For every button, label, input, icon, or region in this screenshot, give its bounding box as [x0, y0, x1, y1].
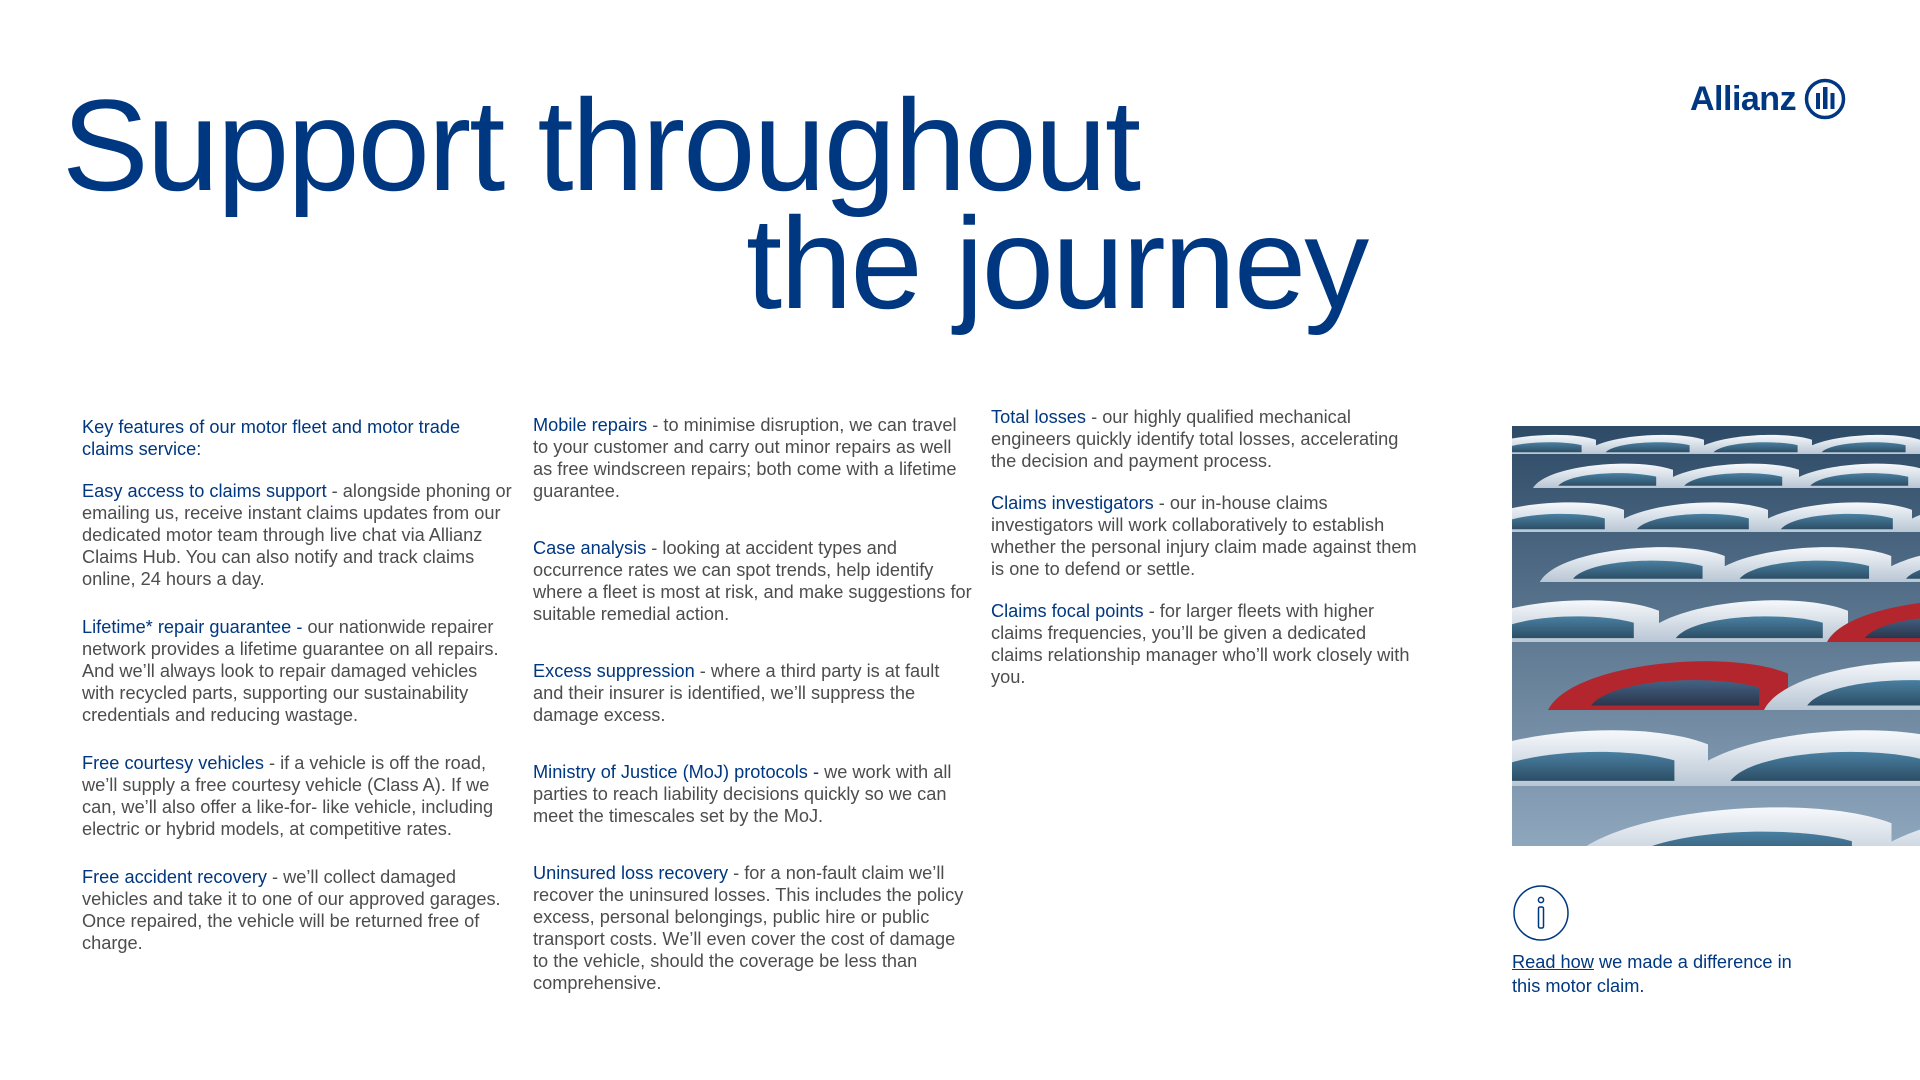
feature-item	[533, 660, 973, 726]
feature-text: - to minimise disruption, we can travel to your customer and carry out minor repairs as well as free windscreen repairs; both come with a lifetime guarantee.	[533, 415, 957, 501]
feature-text: we work with all parties to reach liability decisions quickly so we can meet the timescales set by the MoJ.	[533, 762, 952, 826]
read-more-text	[1512, 950, 1812, 998]
feature-heading: Lifetime* repair guarantee -	[82, 617, 303, 637]
feature-item	[991, 406, 1421, 472]
feature-text: - our highly qualified mechanical engineers quickly identify total losses, accelerating the decision and payment process.	[991, 407, 1399, 471]
feature-text: - alongside phoning or emailing us, receive instant claims updates from our dedicated motor team through live chat via Allianz Claims Hub. You can also notify and track claims online, 24 hours a day.	[82, 481, 512, 589]
feature-item	[82, 616, 512, 726]
allianz-eagle-mark-icon	[1804, 78, 1846, 120]
features-column-2	[533, 414, 973, 1029]
feature-text: - if a vehicle is off the road, we’ll supply a free courtesy vehicle (Class A). If we can, we’ll also offer a like-for- like vehicle, including electric or hybrid models, at competitive rates.	[82, 753, 494, 839]
feature-text: - looking at accident types and occurrence rates we can spot trends, help identify where a fleet is most at risk, and make suggestions for suitable remedial action.	[533, 538, 972, 624]
info-icon[interactable]	[1512, 884, 1570, 947]
feature-heading: Total losses	[991, 407, 1087, 427]
feature-heading: Uninsured loss recovery	[533, 863, 729, 883]
feature-heading: Easy access to claims support	[82, 481, 327, 501]
allianz-logo	[1690, 78, 1846, 120]
feature-heading: Free accident recovery	[82, 867, 267, 887]
feature-item	[533, 414, 973, 502]
feature-item	[82, 866, 512, 954]
feature-heading: Excess suppression	[533, 661, 695, 681]
feature-text: - we’ll collect damaged vehicles and take it to one of our approved garages. Once repaired, the vehicle will be returned free of charge.	[82, 867, 501, 953]
feature-item	[991, 492, 1421, 580]
feature-item	[991, 600, 1421, 688]
feature-text: - for a non-fault claim we’ll recover the uninsured losses. This includes the policy excess, personal belongings, public hire or public transport costs. We’ll even cover the cost of damage to the vehicle, should the coverage be less than comprehensive.	[533, 863, 964, 993]
feature-text: - for larger fleets with higher claims frequencies, you’ll be given a dedicated claims relationship manager who’ll work closely with you.	[991, 601, 1410, 687]
feature-heading: Case analysis	[533, 538, 647, 558]
feature-item	[82, 480, 512, 590]
read-more-description: we made a difference in this motor claim.	[1512, 952, 1792, 996]
features-column-3	[991, 406, 1421, 708]
features-column-1	[82, 416, 512, 980]
feature-heading: Claims investigators	[991, 493, 1154, 513]
features-intro: Key features of our motor fleet and motor trade claims service:	[82, 417, 461, 459]
brand-name: Allianz	[1690, 79, 1797, 118]
feature-text: - our in-house claims investigators will work collaboratively to establish whether the personal injury claim made against them is one to defend or settle.	[991, 493, 1417, 579]
feature-item	[533, 537, 973, 625]
feature-text: our nationwide repairer network provides a lifetime guarantee on all repairs. And we’ll always look to repair damaged vehicles with recycled parts, supporting our sustainability credentials and reducing wastage.	[82, 617, 499, 725]
feature-text: - where a third party is at fault and their insurer is identified, we’ll suppress the damage excess.	[533, 661, 940, 725]
read-how-link[interactable]: Read how	[1512, 952, 1594, 972]
feature-heading: Mobile repairs	[533, 415, 648, 435]
parked-cars-photo	[1512, 426, 1920, 846]
feature-item	[533, 862, 973, 994]
page-title-line1: Support throughout	[62, 72, 1140, 218]
feature-item	[533, 761, 973, 827]
feature-heading: Free courtesy vehicles	[82, 753, 264, 773]
feature-heading: Ministry of Justice (MoJ) protocols -	[533, 762, 820, 782]
page-title-line2: the journey	[746, 190, 1368, 336]
feature-heading: Claims focal points	[991, 601, 1144, 621]
feature-item	[82, 752, 512, 840]
